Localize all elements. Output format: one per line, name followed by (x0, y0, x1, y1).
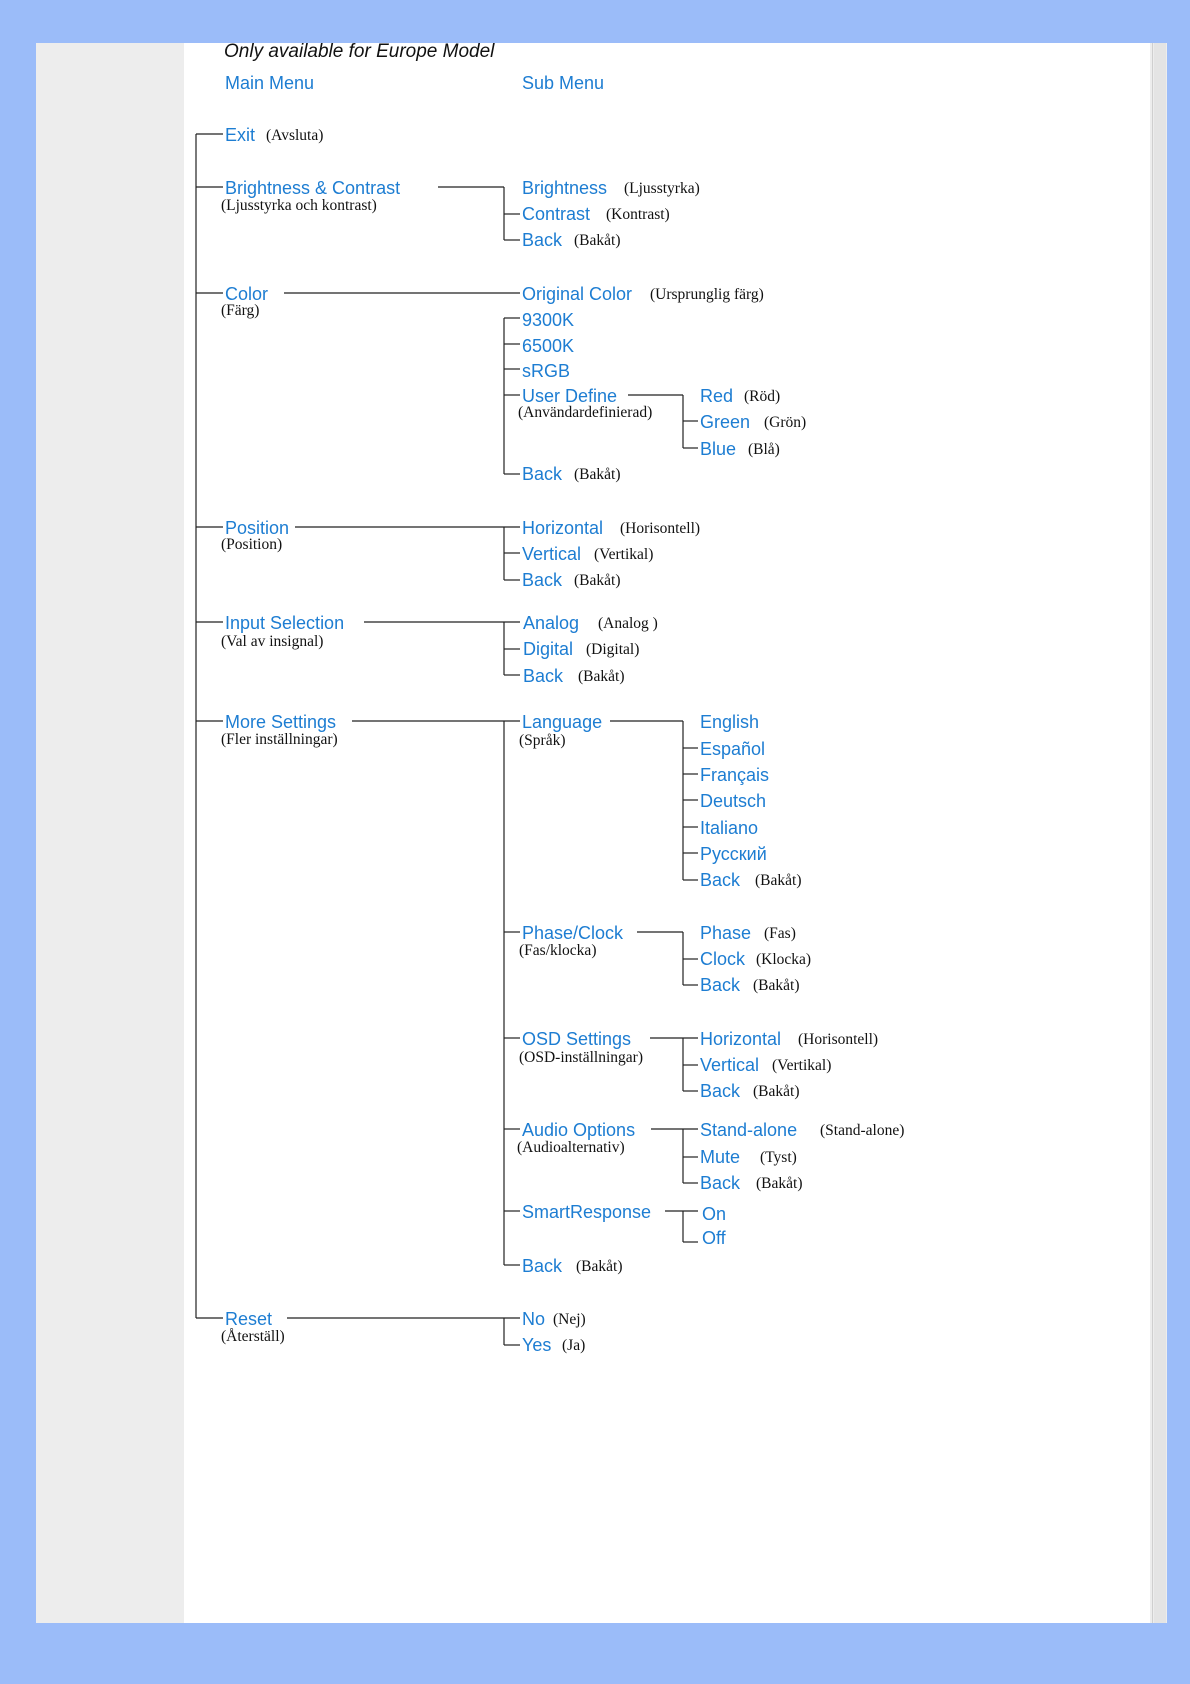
submenu-item-position-back[interactable]: Back (522, 570, 563, 590)
language-option-russian[interactable]: Русский (700, 844, 767, 864)
submenu-item-clock[interactable]: Clock (700, 949, 746, 969)
submenu-item-vertical[interactable]: Vertical (522, 544, 582, 564)
submenu-item-user-define[interactable]: User Define (522, 386, 618, 406)
submenu-item-vertical-translation: (Vertikal) (594, 546, 654, 563)
submenu-item-digital-translation: (Digital) (586, 641, 640, 658)
submenu-item-mute[interactable]: Mute (700, 1147, 741, 1167)
submenu-item-brightness[interactable]: Brightness (522, 178, 608, 198)
submenu-item-stand-alone[interactable]: Stand-alone (700, 1120, 798, 1140)
menu-item-reset[interactable]: Reset (225, 1309, 273, 1329)
submenu-item-no[interactable]: No (522, 1309, 546, 1329)
submenu-item-srgb[interactable]: sRGB (522, 361, 571, 381)
menu-item-input-selection[interactable]: Input Selection (225, 613, 345, 633)
language-back-translation: (Bakåt) (755, 872, 802, 889)
submenu-item-osd-back-translation: (Bakåt) (753, 1083, 800, 1100)
menu-item-position-translation: (Position) (221, 536, 283, 553)
menu-item-more-settings[interactable]: More Settings (225, 712, 337, 732)
menu-item-color[interactable]: Color (225, 284, 269, 304)
menu-item-brightness-contrast[interactable]: Brightness & Contrast (225, 178, 401, 198)
submenu-item-green[interactable]: Green (700, 412, 751, 432)
submenu-item-analog-translation: (Analog ) (598, 615, 658, 632)
submenu-item-language[interactable]: Language (522, 712, 603, 732)
menu-item-more-settings-translation: (Fler inställningar) (221, 731, 338, 748)
submenu-item-6500k[interactable]: 6500K (522, 336, 575, 356)
submenu-item-on[interactable]: On (702, 1204, 727, 1224)
language-option-deutsch[interactable]: Deutsch (700, 791, 767, 811)
menu-item-reset-translation: (Återställ) (221, 1328, 285, 1345)
submenu-item-mute-translation: (Tyst) (760, 1149, 797, 1166)
submenu-item-clock-translation: (Klocka) (756, 951, 812, 968)
submenu-item-osd-settings[interactable]: OSD Settings (522, 1029, 632, 1049)
language-option-espanol[interactable]: Español (700, 739, 766, 759)
submenu-item-back[interactable]: Back (522, 230, 563, 250)
menu-item-input-selection-translation: (Val av insignal) (221, 633, 324, 650)
language-option-english[interactable]: English (700, 712, 760, 732)
menu-item-position[interactable]: Position (225, 518, 290, 538)
language-option-francais[interactable]: Français (700, 765, 770, 785)
submenu-item-red-translation: (Röd) (744, 388, 781, 405)
submenu-item-phase-back-translation: (Bakåt) (753, 977, 800, 994)
submenu-item-red[interactable]: Red (700, 386, 734, 406)
submenu-item-yes-translation: (Ja) (562, 1337, 586, 1354)
submenu-item-user-define-translation: (Användardefinierad) (518, 404, 653, 421)
submenu-item-audio-options-translation: (Audioalternativ) (517, 1139, 625, 1156)
submenu-item-phase-clock[interactable]: Phase/Clock (522, 923, 624, 943)
submenu-item-audio-back-translation: (Bakåt) (756, 1175, 803, 1192)
submenu-item-more-back[interactable]: Back (522, 1256, 563, 1276)
submenu-item-smartresponse[interactable]: SmartResponse (522, 1202, 652, 1222)
submenu-item-osd-back[interactable]: Back (700, 1081, 741, 1101)
europe-model-note: Only available for Europe Model (224, 41, 495, 62)
submenu-item-contrast-translation: (Kontrast) (606, 206, 670, 223)
submenu-item-brightness-translation: (Ljusstyrka) (624, 180, 700, 197)
submenu-item-analog[interactable]: Analog (523, 613, 580, 633)
submenu-item-stand-alone-translation: (Stand-alone) (820, 1122, 905, 1139)
submenu-item-phase-translation: (Fas) (764, 925, 796, 942)
submenu-item-input-back-translation: (Bakåt) (578, 668, 625, 685)
submenu-item-color-back[interactable]: Back (522, 464, 563, 484)
submenu-item-phase[interactable]: Phase (700, 923, 752, 943)
submenu-item-language-translation: (Språk) (519, 732, 566, 749)
submenu-item-no-translation: (Nej) (553, 1311, 586, 1328)
menu-item-exit[interactable]: Exit (225, 125, 256, 145)
submenu-item-phase-clock-translation: (Fas/klocka) (519, 942, 597, 959)
submenu-item-osd-horizontal[interactable]: Horizontal (700, 1029, 782, 1049)
submenu-item-original-color[interactable]: Original Color (522, 284, 633, 304)
submenu-item-yes[interactable]: Yes (522, 1335, 552, 1355)
submenu-item-original-color-translation: (Ursprunglig färg) (650, 286, 764, 303)
submenu-item-horizontal[interactable]: Horizontal (522, 518, 604, 538)
menu-item-brightness-contrast-translation: (Ljusstyrka och kontrast) (221, 197, 377, 214)
submenu-item-9300k[interactable]: 9300K (522, 310, 575, 330)
language-option-italiano[interactable]: Italiano (700, 818, 759, 838)
menu-item-exit-translation: (Avsluta) (266, 127, 324, 144)
submenu-item-osd-vertical[interactable]: Vertical (700, 1055, 760, 1075)
main-menu-header: Main Menu (225, 73, 315, 93)
submenu-item-phase-back[interactable]: Back (700, 975, 741, 995)
menu-item-color-translation: (Färg) (221, 302, 260, 319)
submenu-item-blue-translation: (Blå) (748, 441, 780, 458)
submenu-item-digital[interactable]: Digital (523, 639, 574, 659)
submenu-item-more-back-translation: (Bakåt) (576, 1258, 623, 1275)
submenu-item-osd-horizontal-translation: (Horisontell) (798, 1031, 879, 1048)
submenu-item-horizontal-translation: (Horisontell) (620, 520, 701, 537)
submenu-item-input-back[interactable]: Back (523, 666, 564, 686)
submenu-item-osd-settings-translation: (OSD-inställningar) (519, 1049, 643, 1066)
language-back[interactable]: Back (700, 870, 741, 890)
submenu-item-off[interactable]: Off (702, 1228, 726, 1248)
sub-menu-header: Sub Menu (522, 73, 605, 93)
submenu-item-audio-options[interactable]: Audio Options (522, 1120, 636, 1140)
submenu-item-blue[interactable]: Blue (700, 439, 737, 459)
submenu-item-contrast[interactable]: Contrast (522, 204, 591, 224)
submenu-item-back-translation: (Bakåt) (574, 232, 621, 249)
submenu-item-osd-vertical-translation: (Vertikal) (772, 1057, 832, 1074)
submenu-item-green-translation: (Grön) (764, 414, 807, 431)
submenu-item-color-back-translation: (Bakåt) (574, 466, 621, 483)
submenu-item-position-back-translation: (Bakåt) (574, 572, 621, 589)
submenu-item-audio-back[interactable]: Back (700, 1173, 741, 1193)
